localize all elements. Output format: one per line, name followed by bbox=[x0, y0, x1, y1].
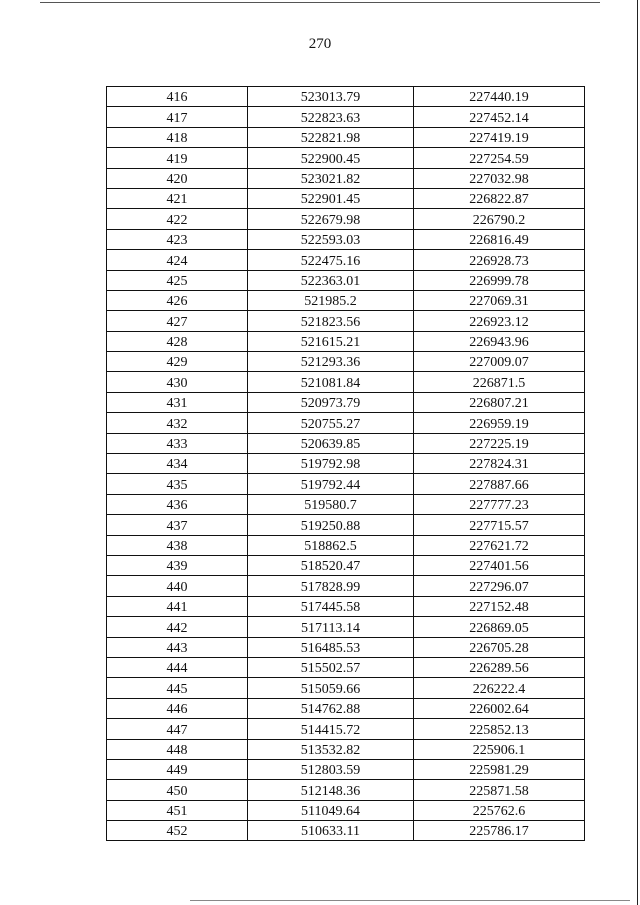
table-row bbox=[107, 515, 585, 535]
y-coordinate-cell: 225852.13 bbox=[414, 719, 585, 739]
coordinates-table-body bbox=[107, 87, 585, 841]
table-row bbox=[107, 372, 585, 392]
point-number-cell: 422 bbox=[107, 209, 248, 229]
point-number-cell: 425 bbox=[107, 270, 248, 290]
x-coordinate-cell: 522363.01 bbox=[248, 270, 414, 290]
x-coordinate-cell: 513532.82 bbox=[248, 739, 414, 759]
table-row bbox=[107, 494, 585, 514]
table-row bbox=[107, 188, 585, 208]
table-row bbox=[107, 535, 585, 555]
x-coordinate-cell: 516485.53 bbox=[248, 637, 414, 657]
table-row bbox=[107, 474, 585, 494]
point-number-cell: 431 bbox=[107, 392, 248, 412]
y-coordinate-cell: 226705.28 bbox=[414, 637, 585, 657]
table-row bbox=[107, 352, 585, 372]
point-number-cell: 440 bbox=[107, 576, 248, 596]
point-number-cell: 424 bbox=[107, 250, 248, 270]
point-number-cell: 419 bbox=[107, 148, 248, 168]
x-coordinate-cell: 521615.21 bbox=[248, 331, 414, 351]
point-number-cell: 451 bbox=[107, 800, 248, 820]
point-number-cell: 448 bbox=[107, 739, 248, 759]
y-coordinate-cell: 226002.64 bbox=[414, 698, 585, 718]
y-coordinate-cell: 226869.05 bbox=[414, 617, 585, 637]
table-row bbox=[107, 107, 585, 127]
table-row bbox=[107, 229, 585, 249]
x-coordinate-cell: 523021.82 bbox=[248, 168, 414, 188]
x-coordinate-cell: 520973.79 bbox=[248, 392, 414, 412]
point-number-cell: 444 bbox=[107, 657, 248, 677]
y-coordinate-cell: 226222.4 bbox=[414, 678, 585, 698]
y-coordinate-cell: 225981.29 bbox=[414, 759, 585, 779]
y-coordinate-cell: 227440.19 bbox=[414, 87, 585, 107]
y-coordinate-cell: 227777.23 bbox=[414, 494, 585, 514]
y-coordinate-cell: 226816.49 bbox=[414, 229, 585, 249]
point-number-cell: 426 bbox=[107, 290, 248, 310]
x-coordinate-cell: 522823.63 bbox=[248, 107, 414, 127]
x-coordinate-cell: 515502.57 bbox=[248, 657, 414, 677]
table-row bbox=[107, 739, 585, 759]
point-number-cell: 421 bbox=[107, 188, 248, 208]
x-coordinate-cell: 523013.79 bbox=[248, 87, 414, 107]
x-coordinate-cell: 519792.44 bbox=[248, 474, 414, 494]
scan-edge-bottom bbox=[190, 900, 630, 901]
x-coordinate-cell: 522901.45 bbox=[248, 188, 414, 208]
point-number-cell: 430 bbox=[107, 372, 248, 392]
y-coordinate-cell: 225871.58 bbox=[414, 780, 585, 800]
x-coordinate-cell: 514415.72 bbox=[248, 719, 414, 739]
table-row bbox=[107, 657, 585, 677]
y-coordinate-cell: 227887.66 bbox=[414, 474, 585, 494]
table-row bbox=[107, 433, 585, 453]
y-coordinate-cell: 227419.19 bbox=[414, 127, 585, 147]
point-number-cell: 442 bbox=[107, 617, 248, 637]
point-number-cell: 447 bbox=[107, 719, 248, 739]
x-coordinate-cell: 515059.66 bbox=[248, 678, 414, 698]
x-coordinate-cell: 512803.59 bbox=[248, 759, 414, 779]
table-row bbox=[107, 250, 585, 270]
point-number-cell: 428 bbox=[107, 331, 248, 351]
y-coordinate-cell: 227032.98 bbox=[414, 168, 585, 188]
point-number-cell: 417 bbox=[107, 107, 248, 127]
x-coordinate-cell: 510633.11 bbox=[248, 821, 414, 841]
table-row bbox=[107, 800, 585, 820]
point-number-cell: 423 bbox=[107, 229, 248, 249]
y-coordinate-cell: 225906.1 bbox=[414, 739, 585, 759]
point-number-cell: 418 bbox=[107, 127, 248, 147]
y-coordinate-cell: 226871.5 bbox=[414, 372, 585, 392]
table-row bbox=[107, 821, 585, 841]
point-number-cell: 452 bbox=[107, 821, 248, 841]
x-coordinate-cell: 511049.64 bbox=[248, 800, 414, 820]
point-number-cell: 436 bbox=[107, 494, 248, 514]
x-coordinate-cell: 522475.16 bbox=[248, 250, 414, 270]
x-coordinate-cell: 514762.88 bbox=[248, 698, 414, 718]
table-row bbox=[107, 576, 585, 596]
y-coordinate-cell: 227715.57 bbox=[414, 515, 585, 535]
point-number-cell: 429 bbox=[107, 352, 248, 372]
x-coordinate-cell: 517828.99 bbox=[248, 576, 414, 596]
x-coordinate-cell: 519792.98 bbox=[248, 454, 414, 474]
coordinates-table-container bbox=[106, 86, 585, 841]
point-number-cell: 416 bbox=[107, 87, 248, 107]
table-row bbox=[107, 698, 585, 718]
y-coordinate-cell: 227254.59 bbox=[414, 148, 585, 168]
table-row bbox=[107, 270, 585, 290]
point-number-cell: 445 bbox=[107, 678, 248, 698]
table-row bbox=[107, 678, 585, 698]
coordinates-table bbox=[106, 86, 585, 841]
y-coordinate-cell: 225786.17 bbox=[414, 821, 585, 841]
y-coordinate-cell: 226289.56 bbox=[414, 657, 585, 677]
point-number-cell: 427 bbox=[107, 311, 248, 331]
x-coordinate-cell: 522593.03 bbox=[248, 229, 414, 249]
x-coordinate-cell: 518520.47 bbox=[248, 555, 414, 575]
point-number-cell: 432 bbox=[107, 413, 248, 433]
table-row bbox=[107, 168, 585, 188]
table-row bbox=[107, 87, 585, 107]
table-row bbox=[107, 392, 585, 412]
table-row bbox=[107, 148, 585, 168]
x-coordinate-cell: 518862.5 bbox=[248, 535, 414, 555]
y-coordinate-cell: 226928.73 bbox=[414, 250, 585, 270]
x-coordinate-cell: 517445.58 bbox=[248, 596, 414, 616]
y-coordinate-cell: 226959.19 bbox=[414, 413, 585, 433]
table-row bbox=[107, 780, 585, 800]
y-coordinate-cell: 225762.6 bbox=[414, 800, 585, 820]
point-number-cell: 437 bbox=[107, 515, 248, 535]
y-coordinate-cell: 227225.19 bbox=[414, 433, 585, 453]
y-coordinate-cell: 227621.72 bbox=[414, 535, 585, 555]
table-row bbox=[107, 617, 585, 637]
x-coordinate-cell: 522679.98 bbox=[248, 209, 414, 229]
point-number-cell: 439 bbox=[107, 555, 248, 575]
y-coordinate-cell: 227401.56 bbox=[414, 555, 585, 575]
x-coordinate-cell: 519250.88 bbox=[248, 515, 414, 535]
point-number-cell: 434 bbox=[107, 454, 248, 474]
table-row bbox=[107, 637, 585, 657]
table-row bbox=[107, 759, 585, 779]
x-coordinate-cell: 522900.45 bbox=[248, 148, 414, 168]
point-number-cell: 435 bbox=[107, 474, 248, 494]
table-row bbox=[107, 311, 585, 331]
table-row bbox=[107, 290, 585, 310]
point-number-cell: 450 bbox=[107, 780, 248, 800]
y-coordinate-cell: 226943.96 bbox=[414, 331, 585, 351]
page-number: 270 bbox=[308, 36, 332, 52]
x-coordinate-cell: 521985.2 bbox=[248, 290, 414, 310]
x-coordinate-cell: 520755.27 bbox=[248, 413, 414, 433]
y-coordinate-cell: 227009.07 bbox=[414, 352, 585, 372]
y-coordinate-cell: 226923.12 bbox=[414, 311, 585, 331]
x-coordinate-cell: 521823.56 bbox=[248, 311, 414, 331]
x-coordinate-cell: 520639.85 bbox=[248, 433, 414, 453]
scan-edge-top bbox=[40, 2, 600, 3]
y-coordinate-cell: 227824.31 bbox=[414, 454, 585, 474]
y-coordinate-cell: 227069.31 bbox=[414, 290, 585, 310]
y-coordinate-cell: 227152.48 bbox=[414, 596, 585, 616]
y-coordinate-cell: 227452.14 bbox=[414, 107, 585, 127]
y-coordinate-cell: 227296.07 bbox=[414, 576, 585, 596]
scan-edge-right bbox=[637, 0, 638, 905]
y-coordinate-cell: 226790.2 bbox=[414, 209, 585, 229]
x-coordinate-cell: 512148.36 bbox=[248, 780, 414, 800]
point-number-cell: 443 bbox=[107, 637, 248, 657]
table-row bbox=[107, 209, 585, 229]
table-row bbox=[107, 454, 585, 474]
point-number-cell: 441 bbox=[107, 596, 248, 616]
table-row bbox=[107, 555, 585, 575]
table-row bbox=[107, 719, 585, 739]
table-row bbox=[107, 413, 585, 433]
x-coordinate-cell: 522821.98 bbox=[248, 127, 414, 147]
point-number-cell: 449 bbox=[107, 759, 248, 779]
y-coordinate-cell: 226999.78 bbox=[414, 270, 585, 290]
y-coordinate-cell: 226807.21 bbox=[414, 392, 585, 412]
y-coordinate-cell: 226822.87 bbox=[414, 188, 585, 208]
x-coordinate-cell: 519580.7 bbox=[248, 494, 414, 514]
point-number-cell: 438 bbox=[107, 535, 248, 555]
point-number-cell: 433 bbox=[107, 433, 248, 453]
table-row bbox=[107, 596, 585, 616]
x-coordinate-cell: 521081.84 bbox=[248, 372, 414, 392]
table-row bbox=[107, 331, 585, 351]
table-row bbox=[107, 127, 585, 147]
x-coordinate-cell: 517113.14 bbox=[248, 617, 414, 637]
point-number-cell: 420 bbox=[107, 168, 248, 188]
point-number-cell: 446 bbox=[107, 698, 248, 718]
x-coordinate-cell: 521293.36 bbox=[248, 352, 414, 372]
